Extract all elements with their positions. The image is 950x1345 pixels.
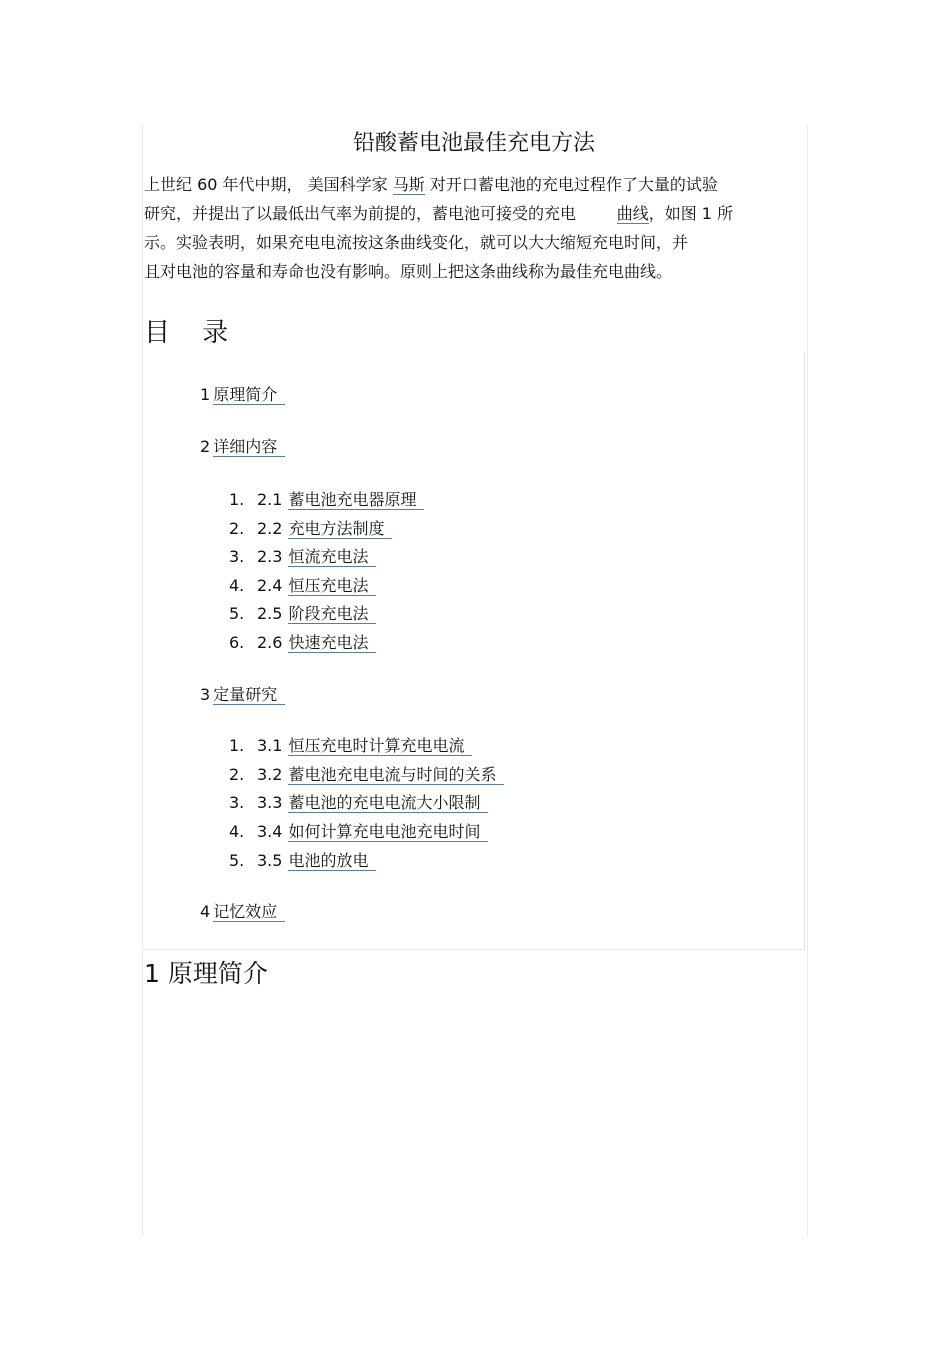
intro-line [144, 228, 804, 257]
toc-item-1[interactable] [200, 382, 285, 405]
toc-link[interactable]: 记忆效应 [213, 902, 285, 922]
document-title: 铅酸蓄电池最佳充电方法 [352, 131, 595, 156]
toc-code: 2.6 [257, 633, 283, 652]
toc-code: 2.4 [257, 576, 283, 595]
toc-link[interactable]: 恒压充电时计算充电电流 [288, 736, 472, 756]
toc-index: 4. [229, 822, 245, 841]
toc-code: 3.2 [257, 765, 283, 784]
toc-index: 1. [229, 736, 245, 755]
toc-code: 2.1 [257, 490, 283, 509]
toc-link[interactable]: 充电方法制度 [288, 519, 392, 539]
section-heading: 1 原理简介 [144, 959, 268, 988]
toc-code: 2.2 [257, 519, 283, 538]
toc-index: 1. [229, 490, 245, 509]
toc-link[interactable]: 蓄电池的充电电流大小限制 [288, 793, 488, 813]
link-masi[interactable]: 马斯 [392, 175, 425, 194]
toc-sub-3-3[interactable] [229, 790, 488, 813]
toc-sub-2-4[interactable] [229, 573, 376, 596]
toc-sub-2-5[interactable] [229, 601, 376, 624]
toc-index: 4. [229, 576, 245, 595]
link-curve[interactable]: 曲线 [616, 204, 649, 223]
toc-sub-3-4[interactable] [229, 819, 488, 842]
toc-code: 2.5 [257, 604, 283, 623]
toc-index: 5. [229, 604, 245, 623]
toc-sub-2-6[interactable] [229, 630, 376, 653]
toc-index: 2. [229, 765, 245, 784]
toc-index: 3. [229, 547, 245, 566]
toc-link[interactable]: 阶段充电法 [288, 604, 376, 624]
intro-text: 对开口蓄电池的充电过程作了大量的试验 [424, 175, 718, 194]
toc-number: 2 [200, 437, 211, 456]
toc-code: 3.3 [257, 793, 283, 812]
toc-item-3[interactable] [200, 682, 285, 705]
intro-text: 示。实验表明，如果充电电流按这条曲线变化，就可以大大缩短充电时间，并 [144, 233, 689, 252]
toc-sub-2-3[interactable] [229, 544, 376, 567]
toc-link[interactable]: 详细内容 [213, 437, 285, 457]
toc-number: 4 [200, 902, 211, 921]
toc-link[interactable]: 恒压充电法 [288, 576, 376, 596]
toc-index: 2. [229, 519, 245, 538]
intro-text: 研究，并提出了以最低出气率为前提的，蓄电池可接受的充电 [144, 204, 617, 223]
intro-text: 上世纪 60 年代中期， 美国科学家 [144, 175, 393, 194]
intro-text: 且对电池的容量和寿命也没有影响。原则上把这条曲线称为最佳充电曲线。 [144, 262, 673, 281]
toc-link[interactable]: 如何计算充电电池充电时间 [288, 822, 488, 842]
toc-index: 6. [229, 633, 245, 652]
toc-link[interactable]: 蓄电池充电器原理 [288, 490, 424, 510]
toc-link[interactable]: 恒流充电法 [288, 547, 376, 567]
intro-text: ，如图 1 所 [648, 204, 734, 223]
toc-number: 3 [200, 685, 211, 704]
toc-item-2[interactable] [200, 434, 285, 457]
intro-line [144, 170, 804, 199]
toc-link[interactable]: 电池的放电 [288, 851, 376, 871]
toc-sub-2-2[interactable] [229, 516, 392, 539]
toc-sub-3-5[interactable] [229, 848, 376, 871]
toc-number: 1 [200, 385, 211, 404]
toc-index: 5. [229, 851, 245, 870]
intro-line [144, 199, 804, 228]
toc-index: 3. [229, 793, 245, 812]
toc-code: 3.5 [257, 851, 283, 870]
toc-item-4[interactable] [200, 899, 285, 922]
toc-heading: 目 录 [144, 318, 241, 348]
toc-sub-3-2[interactable] [229, 762, 504, 785]
toc-code: 2.3 [257, 547, 283, 566]
toc-code: 3.4 [257, 822, 283, 841]
toc-code: 3.1 [257, 736, 283, 755]
toc-sub-3-1[interactable] [229, 733, 472, 756]
intro-paragraph [144, 170, 804, 286]
toc-link[interactable]: 原理简介 [213, 385, 285, 405]
toc-sub-2-1[interactable] [229, 487, 424, 510]
toc-link[interactable]: 定量研究 [213, 685, 285, 705]
intro-line [144, 257, 804, 286]
toc-link[interactable]: 蓄电池充电电流与时间的关系 [288, 765, 504, 785]
toc-link[interactable]: 快速充电法 [288, 633, 376, 653]
